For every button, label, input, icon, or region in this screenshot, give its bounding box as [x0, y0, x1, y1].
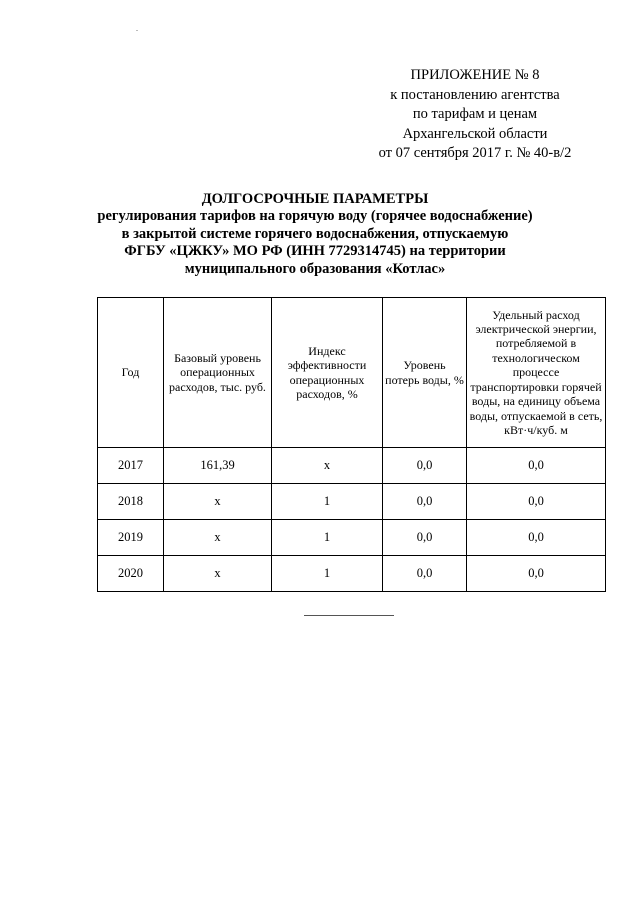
cell-water-loss: 0,0 — [383, 520, 467, 556]
cell-base-opex: х — [164, 520, 272, 556]
table-row — [98, 448, 606, 484]
cell-energy-consumption: 0,0 — [467, 484, 606, 520]
cell-efficiency-index: 1 — [272, 556, 383, 592]
table-row — [98, 484, 606, 520]
header-energy-consumption: Удельный расход электрической энергии, потребляемой в технологическом процессе транспортировки горячей воды, на единицу объема воды, отпускаемой в сеть, кВт·ч/куб. м — [467, 298, 606, 448]
parameters-table — [97, 297, 606, 592]
heading-line: регулирования тарифов на горячую воду (горячее водоснабжение) — [97, 208, 533, 225]
cell-water-loss: 0,0 — [383, 556, 467, 592]
cell-energy-consumption: 0,0 — [467, 520, 606, 556]
appendix-number: ПРИЛОЖЕНИЕ № 8 — [410, 67, 540, 83]
cell-base-opex: х — [164, 484, 272, 520]
appendix-date: от 07 сентября 2017 г. № 40-в/2 — [378, 145, 572, 161]
header-efficiency-index: Индекс эффективности операционных расходов, % — [272, 298, 383, 448]
cell-energy-consumption: 0,0 — [467, 448, 606, 484]
cell-water-loss: 0,0 — [383, 448, 467, 484]
table-header-row — [98, 298, 606, 448]
appendix-block — [350, 66, 600, 164]
heading-line: муниципального образования «Котлас» — [184, 260, 446, 277]
header-year: Год — [98, 298, 164, 448]
header-base-opex: Базовый уровень операционных расходов, тыс. руб. — [164, 298, 272, 448]
document-heading — [80, 191, 550, 278]
table-row — [98, 556, 606, 592]
appendix-line: по тарифам и ценам — [412, 106, 538, 122]
cell-efficiency-index: х — [272, 448, 383, 484]
cell-efficiency-index: 1 — [272, 520, 383, 556]
cell-year: 2018 — [98, 484, 164, 520]
cell-year: 2020 — [98, 556, 164, 592]
cell-energy-consumption: 0,0 — [467, 556, 606, 592]
cell-water-loss: 0,0 — [383, 484, 467, 520]
appendix-line: к постановлению агентства — [390, 86, 560, 103]
appendix-line: Архангельской области — [402, 125, 548, 142]
cell-year: 2019 — [98, 520, 164, 556]
header-water-loss: Уровень потерь воды, % — [383, 298, 467, 448]
closing-rule — [304, 615, 394, 616]
heading-title: ДОЛГОСРОЧНЫЕ ПАРАМЕТРЫ — [201, 191, 429, 207]
scan-speck — [136, 30, 138, 31]
cell-base-opex: х — [164, 556, 272, 592]
heading-line: в закрытой системе горячего водоснабжения, отпускаемую — [121, 225, 509, 242]
heading-line: ФГБУ «ЦЖКУ» МО РФ (ИНН 7729314745) на территории — [124, 243, 506, 260]
table-row — [98, 520, 606, 556]
cell-efficiency-index: 1 — [272, 484, 383, 520]
cell-base-opex: 161,39 — [164, 448, 272, 484]
cell-year: 2017 — [98, 448, 164, 484]
